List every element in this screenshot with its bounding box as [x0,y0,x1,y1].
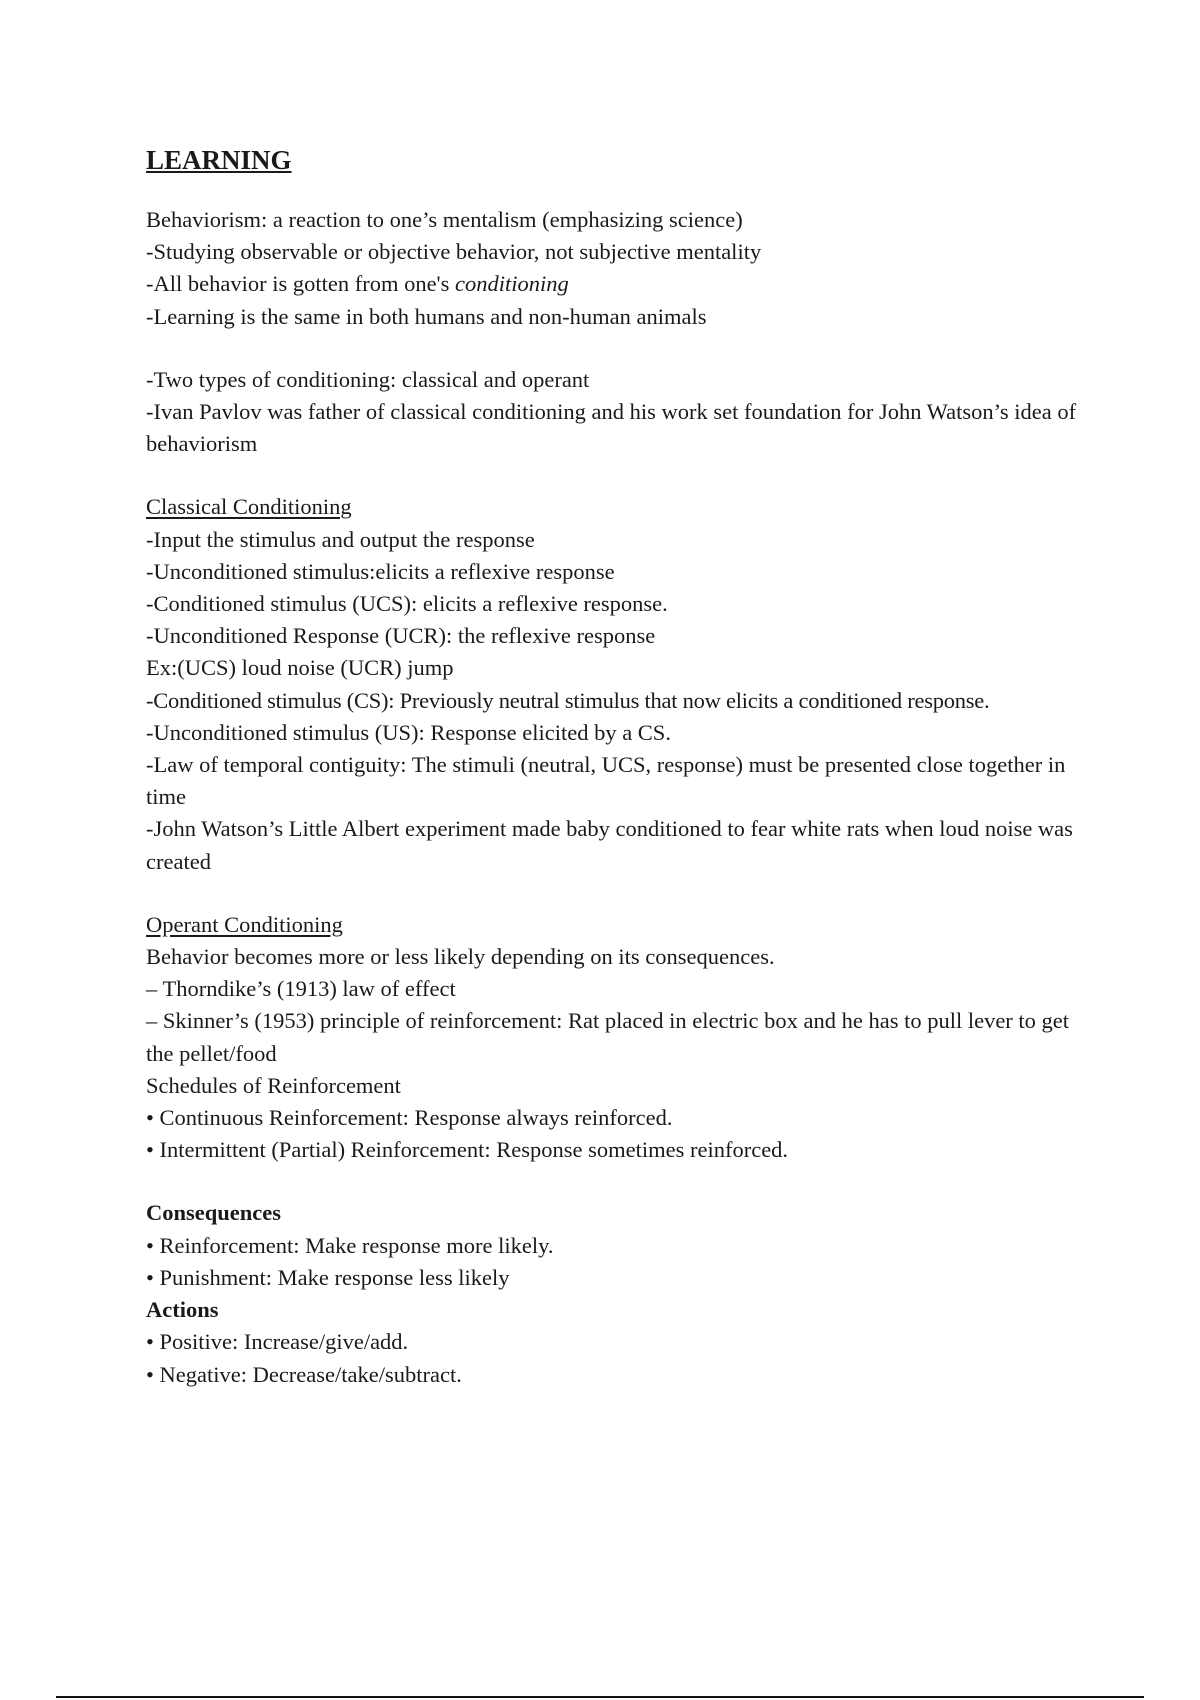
consequences-line: • Punishment: Make response less likely [146,1264,510,1290]
classical-line: -Law of temporal contiguity: The stimuli (neutral, UCS, response) must be presented close together in time [146,752,1066,810]
consequences-heading: Consequences [146,1200,282,1226]
types-line-two-types: -Two types of conditioning: classical and operant [146,366,590,392]
classical-line: -Conditioned stimulus (CS): Previously neutral stimulus that now elicits a conditioned response. [146,687,990,713]
intro-line-conditioning [146,268,1086,300]
page-title: LEARNING [146,145,292,175]
actions-line: • Negative: Decrease/take/subtract. [146,1361,462,1387]
actions-line: • Positive: Increase/give/add. [146,1329,409,1355]
document-page [146,140,1086,1391]
footer-rule [56,1696,1144,1698]
conditioning-emphasis: conditioning [455,271,569,297]
intro-line-observable: -Studying observable or objective behavior, not subjective mentality [146,239,762,265]
types-line-pavlov: -Ivan Pavlov was father of classical conditioning and his work set foundation for John Watson’s idea of behaviorism [146,399,1077,457]
paragraph-gap [146,333,1086,364]
paragraph-gap [146,460,1086,491]
operant-heading: Operant Conditioning [146,911,343,937]
intro-line-behaviorism: Behaviorism: a reaction to one’s mentalism (emphasizing science) [146,207,743,232]
classical-line: -Conditioned stimulus (UCS): elicits a reflexive response. [146,591,668,617]
classical-heading: Classical Conditioning [146,494,352,520]
operant-line: – Skinner’s (1953) principle of reinforcement: Rat placed in electric box and he has to pull lever to get the pellet/food [146,1008,1070,1066]
operant-line: Behavior becomes more or less likely depending on its consequences. [146,944,775,970]
operant-line: Schedules of Reinforcement [146,1072,401,1098]
actions-heading: Actions [146,1297,219,1323]
classical-line: -Unconditioned stimulus (US): Response elicited by a CS. [146,719,671,745]
operant-line: • Continuous Reinforcement: Response always reinforced. [146,1105,673,1131]
consequences-line: • Reinforcement: Make response more likely. [146,1232,554,1258]
classical-line: -John Watson’s Little Albert experiment made baby conditioned to fear white rats when loud noise was created [146,816,1073,874]
operant-line: • Intermittent (Partial) Reinforcement: Response sometimes reinforced. [146,1137,789,1163]
intro-line-conditioning-prefix: -All behavior is gotten from one's [146,271,455,297]
paragraph-gap [146,878,1086,909]
paragraph-gap [146,1166,1086,1197]
operant-line: – Thorndike’s (1913) law of effect [146,976,456,1002]
classical-line: -Unconditioned stimulus:elicits a reflexive response [146,558,615,584]
classical-line: Ex:(UCS) loud noise (UCR) jump [146,655,454,681]
classical-line: -Unconditioned Response (UCR): the reflexive response [146,623,656,649]
classical-line: -Input the stimulus and output the response [146,526,535,552]
intro-line-learning: -Learning is the same in both humans and non-human animals [146,303,707,329]
